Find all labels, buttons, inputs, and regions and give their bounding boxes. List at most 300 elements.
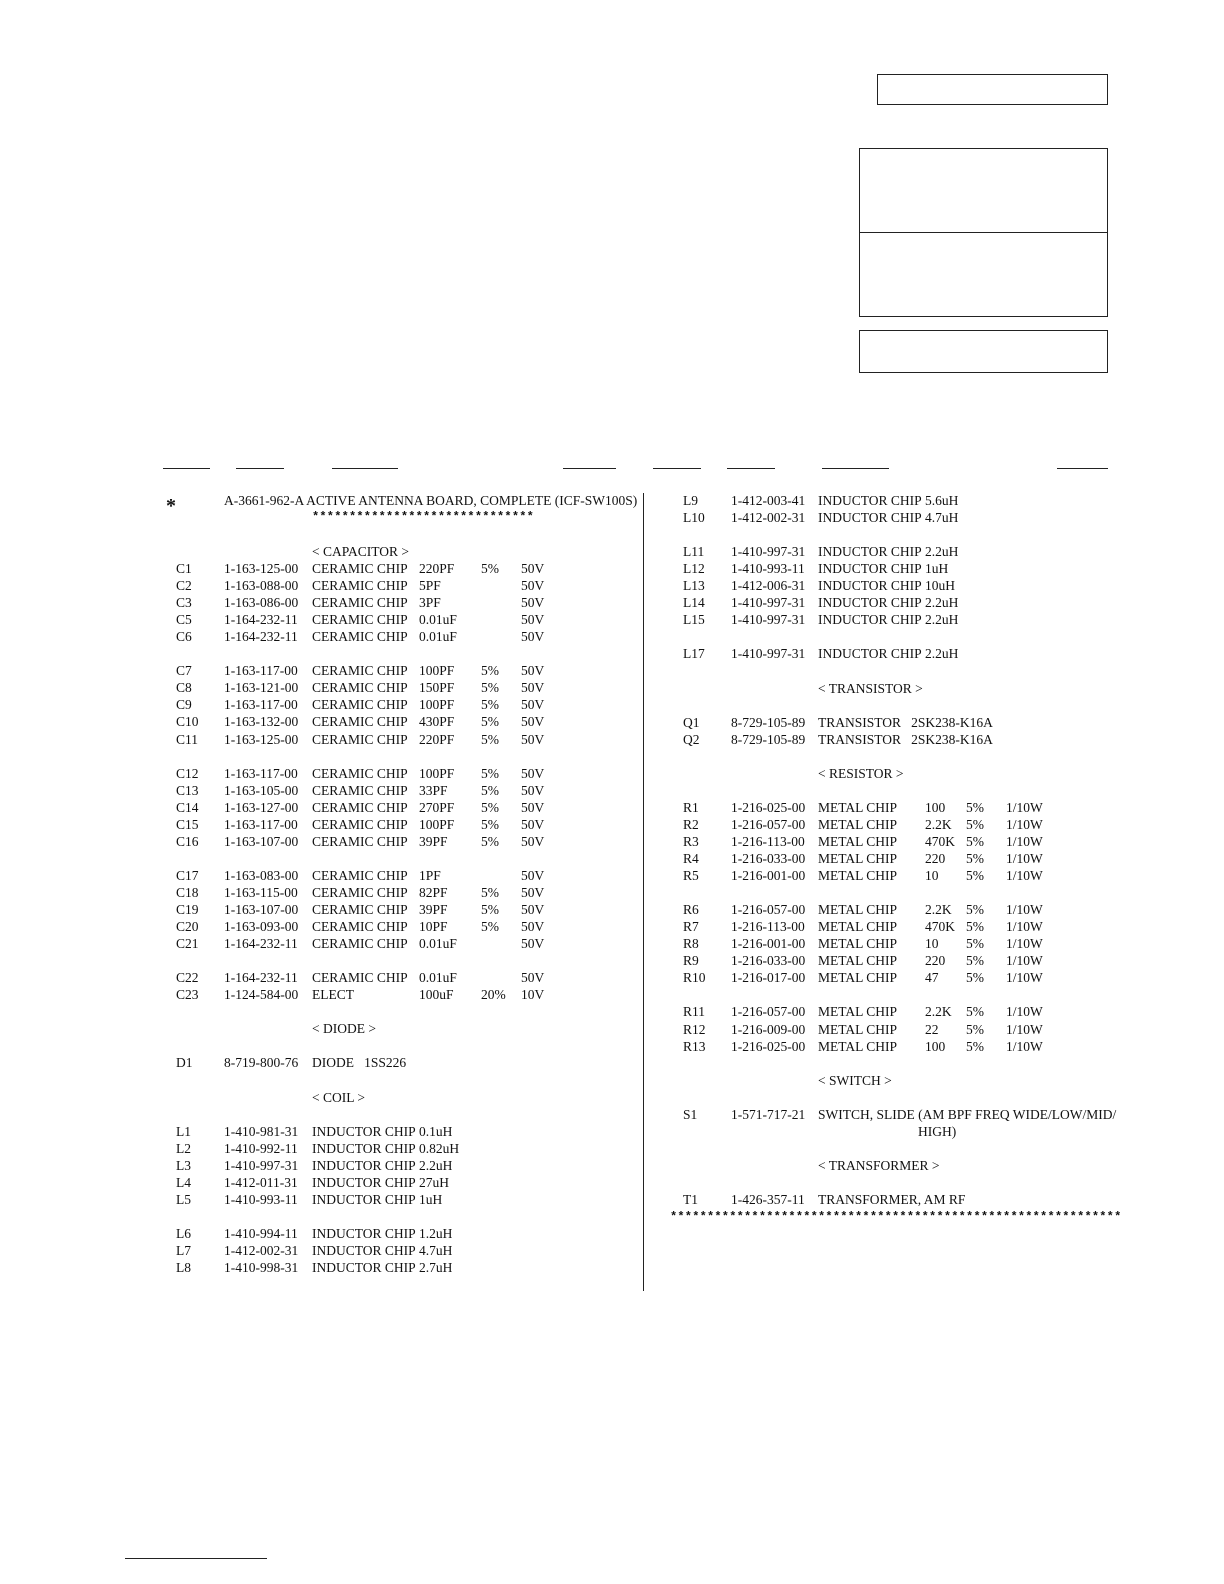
parts-rating: 1/10W <box>1006 953 1043 968</box>
parts-ref-no: R1 <box>683 800 699 815</box>
parts-rating: 1/10W <box>1006 851 1043 866</box>
parts-value: 100PF <box>419 766 455 781</box>
parts-part-no: 8-729-105-89 <box>731 732 806 747</box>
header-box-top <box>877 74 1108 105</box>
parts-description: METAL CHIP <box>818 868 898 883</box>
parts-ref-no: L3 <box>176 1158 191 1173</box>
parts-value: 220PF <box>419 561 455 576</box>
parts-ref-no: C9 <box>176 697 192 712</box>
parts-tolerance: 5% <box>481 680 499 695</box>
parts-part-no: 1-410-997-31 <box>731 612 806 627</box>
parts-ref-no: L13 <box>683 578 705 593</box>
continuation-text: HIGH) <box>918 1124 957 1139</box>
parts-value: 27uH <box>419 1175 449 1190</box>
parts-ref-no: R4 <box>683 851 699 866</box>
parts-ref-no: C18 <box>176 885 199 900</box>
parts-rating: 50V <box>521 766 545 781</box>
parts-part-no: 1-163-117-00 <box>224 697 298 712</box>
section-header-text: < TRANSFORMER > <box>818 1158 940 1173</box>
parts-part-no: 1-163-127-00 <box>224 800 299 815</box>
parts-value: 100 <box>925 800 946 815</box>
parts-description: INDUCTOR CHIP <box>312 1141 416 1156</box>
parts-part-no: 1-412-003-41 <box>731 493 806 508</box>
parts-value: 82PF <box>419 885 448 900</box>
parts-part-no: 1-216-025-00 <box>731 800 806 815</box>
parts-tolerance: 5% <box>481 714 499 729</box>
parts-part-no: 1-163-088-00 <box>224 578 299 593</box>
parts-value: 4.7uH <box>419 1243 453 1258</box>
parts-ref-no: C3 <box>176 595 192 610</box>
parts-description: INDUCTOR CHIP <box>312 1192 416 1207</box>
parts-ref-no: R2 <box>683 817 699 832</box>
parts-tolerance: 5% <box>481 800 499 815</box>
parts-description: INDUCTOR CHIP <box>312 1175 416 1190</box>
parts-ref-no: L11 <box>683 544 705 559</box>
parts-ref-no: L5 <box>176 1192 191 1207</box>
parts-tolerance: 5% <box>481 561 499 576</box>
parts-description: METAL CHIP <box>818 834 898 849</box>
parts-rating: 50V <box>521 834 545 849</box>
parts-ref-no: L14 <box>683 595 705 610</box>
column-rule-1 <box>163 468 210 469</box>
parts-value: 100 <box>925 1039 946 1054</box>
parts-value: 1uH <box>925 561 949 576</box>
parts-value: 220PF <box>419 732 455 747</box>
parts-description: CERAMIC CHIP <box>312 578 408 593</box>
parts-tolerance: 5% <box>481 919 499 934</box>
column-rule-2 <box>236 468 284 469</box>
parts-part-no: 1-216-057-00 <box>731 902 806 917</box>
parts-rating: 50V <box>521 885 545 900</box>
parts-value: 0.01uF <box>419 936 457 951</box>
parts-value: 0.01uF <box>419 970 457 985</box>
parts-rating: 50V <box>521 561 545 576</box>
parts-value: 5.6uH <box>925 493 959 508</box>
parts-rating: 50V <box>521 663 545 678</box>
parts-rating: 50V <box>521 919 545 934</box>
parts-description: TRANSISTOR 2SK238-K16A <box>818 715 993 730</box>
parts-tolerance: 5% <box>966 970 984 985</box>
parts-description: CERAMIC CHIP <box>312 970 408 985</box>
parts-description: INDUCTOR CHIP <box>312 1158 416 1173</box>
parts-value: 150PF <box>419 680 455 695</box>
parts-description: CERAMIC CHIP <box>312 732 408 747</box>
parts-description: METAL CHIP <box>818 919 898 934</box>
parts-value: 39PF <box>419 834 448 849</box>
parts-part-no: 1-163-117-00 <box>224 766 298 781</box>
parts-part-no: 1-163-093-00 <box>224 919 299 934</box>
parts-part-no: 1-164-232-11 <box>224 936 298 951</box>
header-box-bottom <box>859 330 1108 373</box>
column-divider <box>643 493 644 1291</box>
parts-part-no: 1-164-232-11 <box>224 612 298 627</box>
parts-description: INDUCTOR CHIP <box>312 1243 416 1258</box>
parts-description: INDUCTOR CHIP <box>818 578 922 593</box>
parts-part-no: 1-163-121-00 <box>224 680 299 695</box>
parts-description: INDUCTOR CHIP <box>312 1124 416 1139</box>
parts-value: 10 <box>925 936 939 951</box>
parts-description: METAL CHIP <box>818 902 898 917</box>
parts-description: METAL CHIP <box>818 936 898 951</box>
parts-tolerance: 5% <box>481 834 499 849</box>
column-rule-6 <box>727 468 775 469</box>
parts-tolerance: 5% <box>966 1039 984 1054</box>
parts-tolerance: 5% <box>481 885 499 900</box>
parts-description: METAL CHIP <box>818 817 898 832</box>
parts-value: 10PF <box>419 919 448 934</box>
parts-value: 1.2uH <box>419 1226 453 1241</box>
parts-part-no: 1-410-997-31 <box>731 544 806 559</box>
parts-description: CERAMIC CHIP <box>312 919 408 934</box>
parts-description: INDUCTOR CHIP <box>818 595 922 610</box>
header-box-upper <box>859 148 1108 233</box>
parts-value: 2.7uH <box>419 1260 453 1275</box>
parts-description: CERAMIC CHIP <box>312 663 408 678</box>
parts-rating: 1/10W <box>1006 1004 1043 1019</box>
parts-tolerance: 5% <box>481 732 499 747</box>
parts-description: METAL CHIP <box>818 851 898 866</box>
parts-part-no: 1-163-086-00 <box>224 595 299 610</box>
parts-value: 2.2uH <box>925 544 959 559</box>
parts-description: METAL CHIP <box>818 800 898 815</box>
section-header-text: < TRANSISTOR > <box>818 681 923 696</box>
parts-part-no: 1-412-006-31 <box>731 578 806 593</box>
parts-description: METAL CHIP <box>818 1039 898 1054</box>
parts-ref-no: S1 <box>683 1107 698 1122</box>
parts-ref-no: C5 <box>176 612 192 627</box>
section-header-text: < SWITCH > <box>818 1073 892 1088</box>
parts-ref-no: R7 <box>683 919 699 934</box>
parts-part-no: 1-410-997-31 <box>224 1158 299 1173</box>
parts-ref-no: C19 <box>176 902 199 917</box>
parts-value: 220 <box>925 851 946 866</box>
parts-part-no: 1-164-232-11 <box>224 970 298 985</box>
parts-part-no: 1-163-115-00 <box>224 885 298 900</box>
parts-ref-no: C6 <box>176 629 192 644</box>
parts-rating: 50V <box>521 936 545 951</box>
parts-rating: 50V <box>521 868 545 883</box>
parts-ref-no: Q2 <box>683 732 700 747</box>
parts-value: 10 <box>925 868 939 883</box>
parts-description: INDUCTOR CHIP <box>312 1226 416 1241</box>
parts-value: 1uH <box>419 1192 443 1207</box>
parts-rating: 1/10W <box>1006 970 1043 985</box>
parts-part-no: 1-163-132-00 <box>224 714 299 729</box>
parts-rating: 50V <box>521 578 545 593</box>
parts-description: INDUCTOR CHIP <box>312 1260 416 1275</box>
parts-part-no: 1-410-992-11 <box>224 1141 298 1156</box>
parts-ref-no: C21 <box>176 936 199 951</box>
parts-rating: 50V <box>521 680 545 695</box>
parts-value: 2.2uH <box>925 646 959 661</box>
parts-part-no: 1-571-717-21 <box>731 1107 806 1122</box>
parts-description: CERAMIC CHIP <box>312 612 408 627</box>
parts-value: 0.1uH <box>419 1124 453 1139</box>
parts-description: DIODE 1SS226 <box>312 1055 407 1070</box>
parts-description: INDUCTOR CHIP <box>818 544 922 559</box>
parts-ref-no: L12 <box>683 561 705 576</box>
parts-tolerance: 20% <box>481 987 506 1002</box>
column-rule-3 <box>332 468 398 469</box>
parts-part-no: 1-216-017-00 <box>731 970 806 985</box>
parts-description: METAL CHIP <box>818 1004 898 1019</box>
parts-part-no: 1-410-993-11 <box>224 1192 298 1207</box>
parts-ref-no: R9 <box>683 953 699 968</box>
parts-ref-no: C17 <box>176 868 199 883</box>
parts-part-no: 1-216-057-00 <box>731 1004 806 1019</box>
parts-tolerance: 5% <box>481 766 499 781</box>
parts-value: 100uF <box>419 987 454 1002</box>
parts-part-no: 1-410-997-31 <box>731 595 806 610</box>
parts-part-no: 8-729-105-89 <box>731 715 806 730</box>
parts-value: 1PF <box>419 868 441 883</box>
parts-value: 100PF <box>419 817 455 832</box>
parts-description: INDUCTOR CHIP <box>818 612 922 627</box>
column-rule-5 <box>653 468 701 469</box>
parts-value: 430PF <box>419 714 455 729</box>
parts-ref-no: C14 <box>176 800 199 815</box>
parts-tolerance: 5% <box>966 953 984 968</box>
parts-ref-no: L4 <box>176 1175 191 1190</box>
parts-part-no: 1-216-001-00 <box>731 868 806 883</box>
parts-part-no: 1-216-025-00 <box>731 1039 806 1054</box>
parts-rating: 1/10W <box>1006 902 1043 917</box>
parts-ref-no: R11 <box>683 1004 706 1019</box>
parts-value: 470K <box>925 919 955 934</box>
parts-rating: 1/10W <box>1006 1039 1043 1054</box>
parts-description: CERAMIC CHIP <box>312 936 408 951</box>
parts-tolerance: 5% <box>966 868 984 883</box>
parts-tolerance: 5% <box>966 1004 984 1019</box>
parts-tolerance: 5% <box>481 902 499 917</box>
parts-description: TRANSISTOR 2SK238-K16A <box>818 732 993 747</box>
parts-rating: 50V <box>521 902 545 917</box>
parts-value: 47 <box>925 970 939 985</box>
parts-part-no: 1-410-993-11 <box>731 561 805 576</box>
parts-part-no: 1-216-113-00 <box>731 919 805 934</box>
parts-part-no: 1-164-232-11 <box>224 629 298 644</box>
parts-part-no: 1-216-033-00 <box>731 953 806 968</box>
parts-part-no: 1-163-107-00 <box>224 902 299 917</box>
parts-rating: 50V <box>521 629 545 644</box>
parts-part-no: 1-163-125-00 <box>224 732 299 747</box>
parts-part-no: 1-426-357-11 <box>731 1192 805 1207</box>
parts-tolerance: 5% <box>966 817 984 832</box>
parts-description: CERAMIC CHIP <box>312 800 408 815</box>
parts-value: 470K <box>925 834 955 849</box>
section-header-text: < DIODE > <box>312 1021 376 1036</box>
parts-ref-no: C2 <box>176 578 192 593</box>
parts-value: 0.01uF <box>419 629 457 644</box>
parts-ref-no: C12 <box>176 766 199 781</box>
parts-description: INDUCTOR CHIP <box>818 510 922 525</box>
section-header-text: < RESISTOR > <box>818 766 904 781</box>
parts-ref-no: C15 <box>176 817 199 832</box>
parts-part-no: 1-216-009-00 <box>731 1022 806 1037</box>
parts-part-no: 1-163-117-00 <box>224 663 298 678</box>
parts-value: 2.2K <box>925 817 952 832</box>
parts-value: 22 <box>925 1022 939 1037</box>
parts-value: 2.2uH <box>925 612 959 627</box>
parts-rating: 1/10W <box>1006 936 1043 951</box>
column-rule-4 <box>563 468 616 469</box>
parts-value: 2.2K <box>925 902 952 917</box>
parts-part-no: 1-163-083-00 <box>224 868 299 883</box>
parts-tolerance: 5% <box>481 697 499 712</box>
parts-value: 270PF <box>419 800 455 815</box>
parts-value: 39PF <box>419 902 448 917</box>
parts-description: CERAMIC CHIP <box>312 834 408 849</box>
parts-rating: 50V <box>521 595 545 610</box>
header-box-lower <box>859 232 1108 317</box>
parts-part-no: 1-410-981-31 <box>224 1124 299 1139</box>
parts-ref-no: L17 <box>683 646 705 661</box>
parts-description: METAL CHIP <box>818 953 898 968</box>
parts-part-no: 1-216-113-00 <box>731 834 805 849</box>
board-title: A-3661-962-A ACTIVE ANTENNA BOARD, COMPLETE (ICF-SW100S) <box>224 493 638 508</box>
parts-part-no: 1-124-584-00 <box>224 987 299 1002</box>
parts-ref-no: L8 <box>176 1260 191 1275</box>
parts-ref-no: D1 <box>176 1055 193 1070</box>
column-rule-8 <box>1057 468 1108 469</box>
parts-rating: 50V <box>521 817 545 832</box>
parts-part-no: 1-410-998-31 <box>224 1260 299 1275</box>
parts-ref-no: C7 <box>176 663 192 678</box>
parts-ref-no: R12 <box>683 1022 706 1037</box>
end-of-list-stars: ************************************************************* <box>670 1210 1122 1224</box>
parts-rating: 1/10W <box>1006 1022 1043 1037</box>
parts-ref-no: R6 <box>683 902 699 917</box>
parts-description: CERAMIC CHIP <box>312 766 408 781</box>
parts-part-no: 1-163-117-00 <box>224 817 298 832</box>
parts-tolerance: 5% <box>481 783 499 798</box>
parts-rating: 50V <box>521 714 545 729</box>
parts-value: 2.2uH <box>419 1158 453 1173</box>
parts-rating: 50V <box>521 697 545 712</box>
parts-value: 220 <box>925 953 946 968</box>
parts-value: 2.2uH <box>925 595 959 610</box>
parts-ref-no: Q1 <box>683 715 700 730</box>
parts-description: ELECT <box>312 987 354 1002</box>
parts-value: 100PF <box>419 697 455 712</box>
parts-rating: 50V <box>521 783 545 798</box>
parts-description: CERAMIC CHIP <box>312 817 408 832</box>
parts-value: 0.01uF <box>419 612 457 627</box>
parts-part-no: 1-216-033-00 <box>731 851 806 866</box>
parts-part-no: 1-410-994-11 <box>224 1226 298 1241</box>
parts-tolerance: 5% <box>481 663 499 678</box>
parts-rating: 1/10W <box>1006 919 1043 934</box>
parts-description: INDUCTOR CHIP <box>818 561 922 576</box>
parts-description: CERAMIC CHIP <box>312 629 408 644</box>
parts-part-no: 1-216-001-00 <box>731 936 806 951</box>
parts-tolerance: 5% <box>966 834 984 849</box>
parts-part-no: 1-410-997-31 <box>731 646 806 661</box>
parts-value: 3PF <box>419 595 441 610</box>
parts-tolerance: 5% <box>966 936 984 951</box>
parts-part-no: 1-216-057-00 <box>731 817 806 832</box>
parts-description: CERAMIC CHIP <box>312 595 408 610</box>
parts-description: CERAMIC CHIP <box>312 561 408 576</box>
parts-description: INDUCTOR CHIP <box>818 493 922 508</box>
parts-ref-no: R13 <box>683 1039 706 1054</box>
parts-description: TRANSFORMER, AM RF <box>818 1192 966 1207</box>
parts-description: CERAMIC CHIP <box>312 783 408 798</box>
parts-ref-no: R10 <box>683 970 706 985</box>
parts-ref-no: C13 <box>176 783 199 798</box>
parts-rating: 50V <box>521 732 545 747</box>
parts-value: 4.7uH <box>925 510 959 525</box>
parts-tolerance: 5% <box>966 919 984 934</box>
parts-rating: 1/10W <box>1006 817 1043 832</box>
parts-ref-no: L7 <box>176 1243 191 1258</box>
parts-ref-no: T1 <box>683 1192 698 1207</box>
parts-ref-no: L15 <box>683 612 705 627</box>
parts-ref-no: C8 <box>176 680 192 695</box>
parts-description: CERAMIC CHIP <box>312 714 408 729</box>
parts-description: CERAMIC CHIP <box>312 885 408 900</box>
parts-description: CERAMIC CHIP <box>312 680 408 695</box>
parts-rating: 1/10W <box>1006 800 1043 815</box>
parts-part-no: 1-163-105-00 <box>224 783 299 798</box>
parts-rating: 10V <box>521 987 545 1002</box>
parts-ref-no: C11 <box>176 732 199 747</box>
parts-value: 0.82uH <box>419 1141 460 1156</box>
parts-rating: 50V <box>521 970 545 985</box>
column-rule-7 <box>822 468 889 469</box>
parts-tolerance: 5% <box>481 817 499 832</box>
parts-part-no: 1-412-002-31 <box>224 1243 299 1258</box>
parts-ref-no: C16 <box>176 834 199 849</box>
board-marker: * <box>166 495 176 517</box>
parts-ref-no: L10 <box>683 510 705 525</box>
parts-rating: 50V <box>521 800 545 815</box>
section-header-text: < COIL > <box>312 1090 365 1105</box>
parts-part-no: 1-412-011-31 <box>224 1175 298 1190</box>
parts-description: CERAMIC CHIP <box>312 697 408 712</box>
parts-ref-no: L9 <box>683 493 698 508</box>
parts-value: 33PF <box>419 783 448 798</box>
parts-rating: 50V <box>521 612 545 627</box>
footer-rule <box>125 1558 267 1559</box>
parts-ref-no: C10 <box>176 714 199 729</box>
parts-ref-no: R3 <box>683 834 699 849</box>
parts-value: 100PF <box>419 663 455 678</box>
parts-ref-no: C23 <box>176 987 199 1002</box>
parts-ref-no: L6 <box>176 1226 191 1241</box>
parts-ref-no: L1 <box>176 1124 191 1139</box>
parts-ref-no: C22 <box>176 970 199 985</box>
board-title-underline: ****************************** <box>312 510 535 524</box>
parts-tolerance: 5% <box>966 902 984 917</box>
parts-ref-no: R8 <box>683 936 699 951</box>
parts-tolerance: 5% <box>966 1022 984 1037</box>
parts-description: METAL CHIP <box>818 970 898 985</box>
parts-description: SWITCH, SLIDE (AM BPF FREQ WIDE/LOW/MID/ <box>818 1107 1117 1122</box>
parts-ref-no: C20 <box>176 919 199 934</box>
parts-value: 10uH <box>925 578 955 593</box>
section-header-text: < CAPACITOR > <box>312 544 410 559</box>
parts-description: INDUCTOR CHIP <box>818 646 922 661</box>
parts-rating: 1/10W <box>1006 834 1043 849</box>
parts-ref-no: R5 <box>683 868 699 883</box>
parts-description: CERAMIC CHIP <box>312 902 408 917</box>
parts-part-no: 1-163-107-00 <box>224 834 299 849</box>
parts-value: 2.2K <box>925 1004 952 1019</box>
parts-description: METAL CHIP <box>818 1022 898 1037</box>
parts-ref-no: L2 <box>176 1141 191 1156</box>
parts-description: CERAMIC CHIP <box>312 868 408 883</box>
